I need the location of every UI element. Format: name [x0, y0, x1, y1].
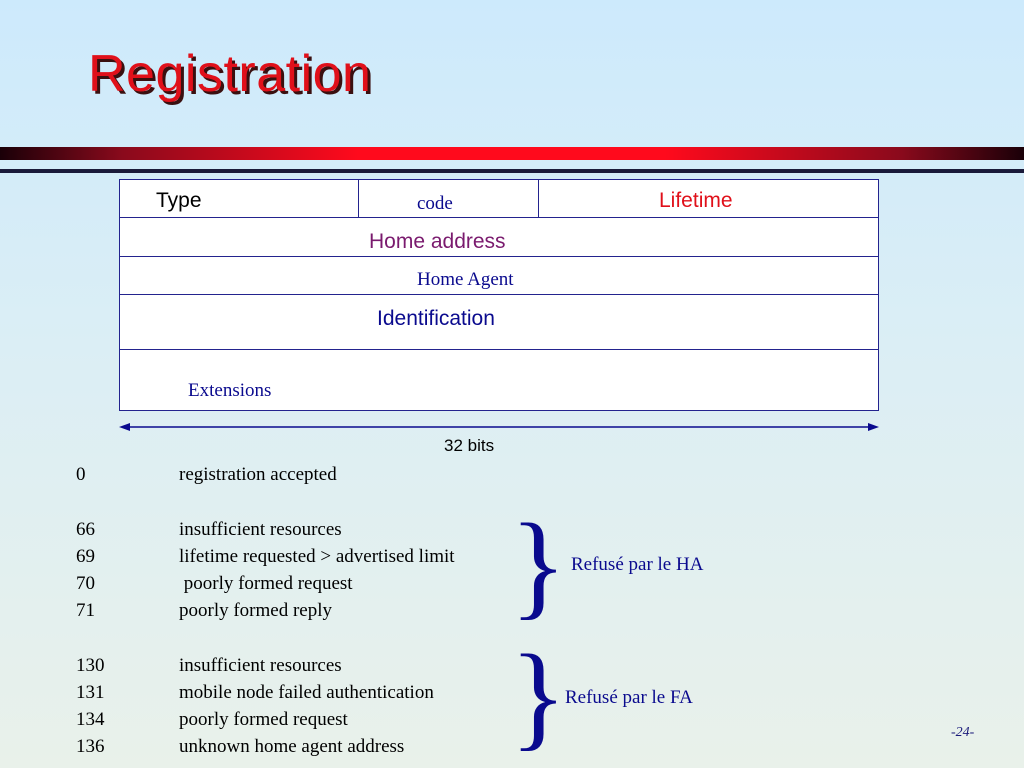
code-description: unknown home agent address — [179, 736, 405, 757]
title-divider-line — [0, 169, 1024, 173]
packet-row-header — [120, 180, 878, 218]
field-extensions: Extensions — [188, 380, 272, 401]
packet-row-extensions — [120, 350, 878, 410]
title-divider-bar — [0, 147, 1024, 160]
code-value: 66 — [76, 519, 95, 540]
code-description: registration accepted — [179, 464, 337, 485]
code-description: poorly formed request — [179, 709, 348, 730]
page-number: -24- — [951, 725, 975, 740]
fa-refusal-label: Refusé par le FA — [565, 687, 693, 708]
field-code: code — [417, 193, 453, 214]
code-value: 131 — [76, 682, 105, 703]
code-value: 69 — [76, 546, 95, 567]
bit-width-arrow — [119, 418, 879, 436]
field-type: Type — [156, 189, 202, 212]
packet-row-home-agent — [120, 257, 878, 295]
fa-group-brace-icon: } — [510, 630, 567, 761]
field-divider — [538, 180, 539, 217]
code-value: 70 — [76, 573, 95, 594]
code-value: 71 — [76, 600, 95, 621]
code-description: poorly formed request — [179, 573, 353, 594]
code-value: 136 — [76, 736, 105, 757]
slide-title: Registration — [88, 45, 372, 103]
code-description: insufficient resources — [179, 519, 342, 540]
packet-row-home-address — [120, 218, 878, 257]
packet-format-diagram — [119, 179, 879, 411]
code-value: 134 — [76, 709, 105, 730]
code-description: poorly formed reply — [179, 600, 333, 621]
field-lifetime: Lifetime — [659, 189, 733, 212]
code-description: insufficient resources — [179, 655, 342, 676]
field-divider — [358, 180, 359, 217]
field-identification: Identification — [377, 307, 495, 330]
code-description: mobile node failed authentication — [179, 682, 434, 703]
code-value: 130 — [76, 655, 105, 676]
ha-refusal-label: Refusé par le HA — [571, 554, 704, 575]
field-home-agent: Home Agent — [417, 269, 514, 290]
code-description: lifetime requested > advertised limit — [179, 546, 455, 567]
bit-width-label: 32 bits — [444, 436, 495, 455]
packet-row-identification — [120, 295, 878, 350]
code-value: 0 — [76, 464, 86, 485]
field-home-address: Home address — [369, 230, 506, 253]
ha-group-brace-icon: } — [510, 499, 567, 630]
